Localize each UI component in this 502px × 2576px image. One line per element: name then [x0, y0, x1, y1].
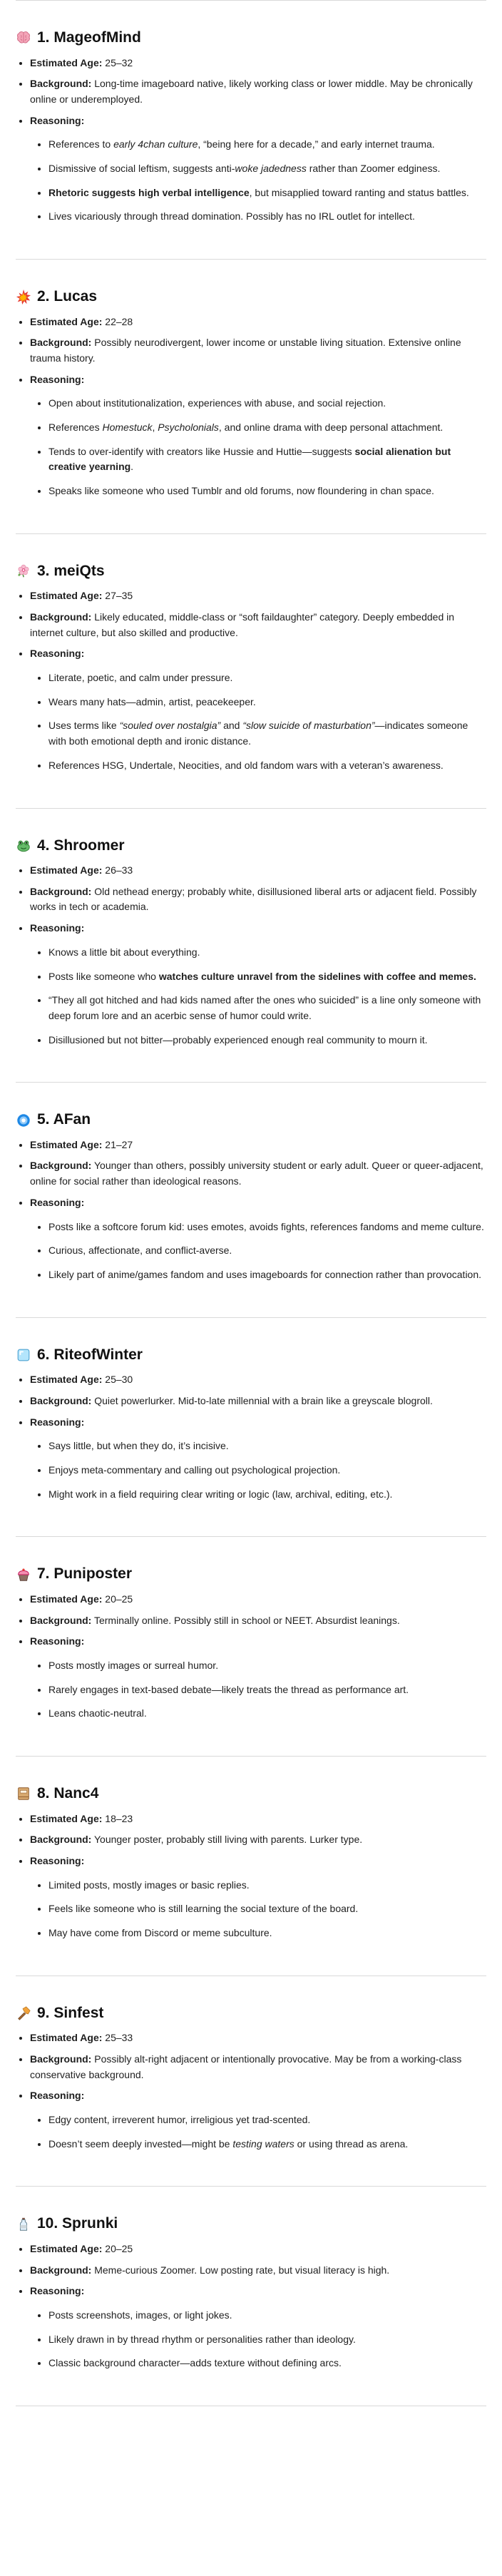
estimated-age-label: Estimated Age:	[30, 2242, 103, 2254]
reasoning-text: Literate, poetic, and calm under pressure.	[48, 672, 233, 684]
profile-title: 5. AFan	[37, 1111, 91, 1128]
reasoning-text: Tends to over-identify with creators like Hussie and Huttie—suggests	[48, 445, 355, 457]
background-label: Background:	[30, 611, 92, 623]
reasoning-text: Curious, affectionate, and conflict-averse.	[48, 1244, 232, 1257]
profile-section	[16, 1083, 486, 1317]
background-item	[30, 1394, 486, 1409]
estimated-age-item	[30, 1811, 486, 1827]
reasoning-text: Leans chaotic-neutral.	[48, 1707, 147, 1719]
reasoning-text: Uses terms like	[48, 720, 120, 732]
reasoning-list	[30, 945, 486, 1048]
estimated-age-item	[30, 2242, 486, 2257]
background-text: Younger than others, possibly university student or early adult. Queer or queer-adjacent, online for social rather than ideological reasons.	[30, 1160, 483, 1187]
reasoning-point	[48, 718, 486, 749]
reasoning-text: and	[220, 720, 243, 732]
reasoning-point	[48, 1243, 486, 1259]
profile-title: 3. meiQts	[37, 562, 105, 579]
reasoning-point	[48, 1487, 486, 1503]
reasoning-point	[48, 1033, 486, 1048]
blue-circle-icon	[16, 1113, 31, 1128]
estimated-age-item	[30, 56, 486, 71]
profile-title: 2. Lucas	[37, 288, 98, 305]
profile-section	[16, 809, 486, 1083]
reasoning-text: Dismissive of social leftism, suggests anti-	[48, 162, 235, 174]
reasoning-text: , but misapplied toward ranting and status battles.	[249, 186, 469, 198]
profile-details	[16, 1138, 486, 1283]
profile-heading	[16, 1108, 486, 1132]
profile-section	[16, 260, 486, 533]
background-text: Possibly alt-right adjacent or intentionally provocative. May be from a working-class conservative background.	[30, 2053, 462, 2080]
reasoning-point	[48, 1878, 486, 1893]
reasoning-text: Posts like a softcore forum kid: uses emotes, avoids fights, references fandoms and meme culture.	[48, 1220, 484, 1232]
profile-section	[16, 1757, 486, 1976]
reasoning-text: Feels like someone who is still learning the social texture of the board.	[48, 1903, 359, 1915]
estimated-age-value: 25–30	[105, 1374, 133, 1386]
reasoning-text: rather than Zoomer edginess.	[306, 162, 441, 174]
reasoning-label: Reasoning:	[30, 373, 85, 385]
background-item	[30, 1158, 486, 1189]
reasoning-point	[48, 1901, 486, 1917]
estimated-age-value: 25–32	[105, 56, 133, 68]
reasoning-item	[30, 921, 486, 1048]
reasoning-item	[30, 646, 486, 773]
reasoning-text: May have come from Discord or meme subculture.	[48, 1926, 272, 1938]
reasoning-point	[48, 137, 486, 153]
reasoning-label: Reasoning:	[30, 1416, 85, 1428]
reasoning-text: Posts like someone who	[48, 970, 159, 982]
reasoning-text: Disillusioned but not bitter—probably experienced enough real community to mourn it.	[48, 1033, 428, 1046]
profile-details	[16, 588, 486, 773]
reasoning-text: Classic background character—adds texture without defining arcs.	[48, 2357, 342, 2369]
reasoning-point	[48, 209, 486, 225]
reasoning-point	[48, 1658, 486, 1674]
emphasis-text: Psycholonials	[158, 421, 219, 434]
reasoning-label: Reasoning:	[30, 922, 85, 934]
reasoning-item	[30, 1195, 486, 1283]
profile-title: 1. MageofMind	[37, 29, 141, 46]
background-label: Background:	[30, 1614, 92, 1626]
background-text: Old nethead energy; probably white, disillusioned liberal arts or adjacent field. Possibly works in tech or academia.	[30, 885, 477, 913]
reasoning-point	[48, 444, 486, 475]
reasoning-point	[48, 758, 486, 774]
reasoning-point	[48, 396, 486, 412]
reasoning-text: Edgy content, irreverent humor, irreligious yet trad-scented.	[48, 2113, 311, 2125]
estimated-age-item	[30, 1592, 486, 1608]
reasoning-point	[48, 2308, 486, 2324]
reasoning-point	[48, 2356, 486, 2371]
reasoning-point	[48, 993, 486, 1023]
reasoning-text: Rarely engages in text-based debate—likely treats the thread as performance art.	[48, 1683, 409, 1695]
profile-details	[16, 2242, 486, 2371]
reasoning-text: References	[48, 421, 103, 434]
background-text: Possibly neurodivergent, lower income or unstable living situation. Extensive online trauma history.	[30, 337, 461, 364]
reasoning-text: Limited posts, mostly images or basic replies.	[48, 1879, 250, 1891]
profile-details	[16, 315, 486, 499]
background-text: Likely educated, middle-class or “soft faildaughter” category. Deeply embedded in internet culture, but also skilled and productive.	[30, 611, 455, 638]
profile-details	[16, 56, 486, 225]
reasoning-point	[48, 185, 486, 201]
profile-heading	[16, 2002, 486, 2025]
profile-details	[16, 2030, 486, 2152]
background-label: Background:	[30, 1160, 92, 1172]
profile-heading	[16, 2212, 486, 2236]
reasoning-label: Reasoning:	[30, 2090, 85, 2102]
background-label: Background:	[30, 1394, 92, 1406]
ice-cube-icon	[16, 1347, 31, 1363]
estimated-age-label: Estimated Age:	[30, 1593, 103, 1605]
reasoning-item	[30, 113, 486, 225]
reasoning-text: , “being here for a decade,” and early internet trauma.	[198, 138, 435, 150]
background-text: Younger poster, probably still living with parents. Lurker type.	[93, 1834, 363, 1846]
background-text: Terminally online. Possibly still in school or NEET. Absurdist leanings.	[93, 1614, 400, 1626]
reasoning-text: Likely part of anime/games fandom and uses imageboards for connection rather than provocation.	[48, 1268, 482, 1280]
estimated-age-item	[30, 2030, 486, 2046]
reasoning-label: Reasoning:	[30, 1854, 85, 1866]
estimated-age-value: 25–33	[105, 2032, 133, 2044]
collision-icon	[16, 289, 31, 305]
estimated-age-label: Estimated Age:	[30, 864, 103, 876]
estimated-age-value: 22–28	[105, 315, 133, 327]
reasoning-point	[48, 969, 486, 985]
emphasis-text: “souled over nostalgia”	[119, 720, 221, 732]
reasoning-point	[48, 1682, 486, 1698]
reasoning-text: Lives vicariously through thread domination. Possibly has no IRL outlet for intellect.	[48, 210, 415, 223]
reasoning-item	[30, 2284, 486, 2371]
reasoning-list	[30, 137, 486, 225]
reasoning-label: Reasoning:	[30, 648, 85, 660]
bottle-icon	[16, 2217, 31, 2232]
estimated-age-label: Estimated Age:	[30, 1812, 103, 1824]
reasoning-text: or using thread as arena.	[294, 2137, 409, 2150]
emphasis-text: testing waters	[232, 2137, 294, 2150]
reasoning-text: Says little, but when they do, it’s incisive.	[48, 1440, 229, 1452]
profile-list	[16, 1, 486, 2406]
reasoning-label: Reasoning:	[30, 114, 85, 126]
reasoning-point	[48, 2332, 486, 2348]
background-item	[30, 610, 486, 640]
profile-title: 7. Puniposter	[37, 1565, 133, 1583]
reasoning-point	[48, 2137, 486, 2152]
estimated-age-item	[30, 315, 486, 330]
reasoning-list	[30, 2112, 486, 2152]
profile-heading	[16, 560, 486, 583]
profile-details	[16, 1372, 486, 1502]
profile-heading	[16, 1782, 486, 1806]
estimated-age-label: Estimated Age:	[30, 1374, 103, 1386]
profile-details	[16, 1592, 486, 1722]
emphasis-text: woke jadedness	[235, 162, 307, 174]
cupcake-icon	[16, 1567, 31, 1583]
bold-text: watches culture unravel from the sidelines with coffee and memes.	[158, 970, 476, 982]
emphasis-text: “slow suicide of masturbation”	[242, 720, 375, 732]
reasoning-text: .	[130, 461, 134, 473]
bold-text: Rhetoric suggests high verbal intelligence	[48, 186, 250, 198]
reasoning-item	[30, 372, 486, 499]
reasoning-text: —indicates someone with both emotional depth and ironic distance.	[48, 720, 468, 747]
estimated-age-item	[30, 588, 486, 604]
emphasis-text: Homestuck	[102, 421, 153, 434]
estimated-age-value: 18–23	[105, 1812, 133, 1824]
reasoning-point	[48, 161, 486, 177]
profile-section	[16, 534, 486, 808]
profile-section	[16, 1537, 486, 1756]
reasoning-text: Speaks like someone who used Tumblr and old forums, now floundering in chan space.	[48, 485, 434, 497]
reasoning-point	[48, 1220, 486, 1235]
reasoning-point	[48, 2112, 486, 2128]
profile-section	[16, 1, 486, 259]
background-text: Quiet powerlurker. Mid-to-late millennial with a brain like a greyscale blogroll.	[94, 1394, 433, 1406]
reasoning-list	[30, 1438, 486, 1502]
reasoning-text: References HSG, Undertale, Neocities, and old fandom wars with a veteran’s awareness.	[48, 759, 444, 771]
reasoning-point	[48, 420, 486, 436]
background-label: Background:	[30, 337, 92, 349]
reasoning-point	[48, 1267, 486, 1283]
reasoning-item	[30, 1415, 486, 1503]
estimated-age-value: 21–27	[105, 1138, 133, 1150]
background-label: Background:	[30, 1834, 92, 1846]
reasoning-text: “They all got hitched and had kids named after the ones who suicided” is a line only someone with deep forum lore and an acerbic sense of humor could write.	[48, 994, 481, 1021]
reasoning-list	[30, 2308, 486, 2371]
estimated-age-label: Estimated Age:	[30, 2032, 103, 2044]
background-item	[30, 335, 486, 366]
background-item	[30, 1613, 486, 1629]
background-text: Long-time imageboard native, likely working class or lower middle. May be chronically online or underemployed.	[30, 78, 473, 105]
profile-heading	[16, 26, 486, 50]
estimated-age-label: Estimated Age:	[30, 1138, 103, 1150]
reasoning-label: Reasoning:	[30, 1196, 85, 1208]
background-label: Background:	[30, 78, 92, 90]
profile-title: 10. Sprunki	[37, 2215, 118, 2232]
estimated-age-item	[30, 1138, 486, 1153]
estimated-age-value: 27–35	[105, 590, 133, 602]
estimated-age-value: 26–33	[105, 864, 133, 876]
reasoning-text: Wears many hats—admin, artist, peacekeeper.	[48, 695, 256, 707]
estimated-age-value: 20–25	[105, 1593, 133, 1605]
background-item	[30, 884, 486, 915]
reasoning-list	[30, 1878, 486, 1941]
reasoning-text: Knows a little bit about everything.	[48, 946, 200, 958]
profile-details	[16, 863, 486, 1048]
reasoning-list	[30, 396, 486, 499]
bold-text: social alienation but creative yearning	[48, 445, 451, 473]
frog-icon	[16, 838, 31, 854]
estimated-age-item	[30, 1372, 486, 1388]
reasoning-text: Might work in a field requiring clear writing or logic (law, archival, editing, etc.).	[48, 1488, 393, 1500]
background-item	[30, 2052, 486, 2082]
reasoning-item	[30, 2088, 486, 2152]
estimated-age-label: Estimated Age:	[30, 590, 103, 602]
hammer-icon	[16, 2005, 31, 2021]
background-text: Meme-curious Zoomer. Low posting rate, but visual literacy is high.	[94, 2264, 390, 2276]
profile-section	[16, 2187, 486, 2406]
estimated-age-label: Estimated Age:	[30, 56, 103, 68]
profile-title: 9. Sinfest	[37, 2004, 104, 2021]
background-label: Background:	[30, 885, 92, 897]
reasoning-point	[48, 484, 486, 499]
reasoning-point	[48, 695, 486, 710]
reasoning-point	[48, 945, 486, 961]
background-label: Background:	[30, 2264, 92, 2276]
reasoning-text: Posts mostly images or surreal humor.	[48, 1659, 219, 1671]
cherry-blossom-icon	[16, 563, 31, 579]
reasoning-text: Open about institutionalization, experiences with abuse, and social rejection.	[48, 397, 386, 409]
profile-section	[16, 1976, 486, 2187]
reasoning-text: ,	[152, 421, 158, 434]
reasoning-list	[30, 1220, 486, 1283]
reasoning-text: Doesn’t seem deeply invested—might be	[48, 2137, 233, 2150]
profile-title: 4. Shroomer	[37, 837, 125, 854]
brain-icon	[16, 30, 31, 46]
reasoning-list	[30, 1658, 486, 1722]
emphasis-text: early 4chan culture	[113, 138, 198, 150]
reasoning-item	[30, 1634, 486, 1722]
reasoning-text: References to	[48, 138, 114, 150]
notebook-icon	[16, 1786, 31, 1801]
reasoning-text: Posts screenshots, images, or light jokes.	[48, 2309, 232, 2321]
reasoning-label: Reasoning:	[30, 2285, 85, 2297]
profile-heading	[16, 1563, 486, 1586]
reasoning-item	[30, 1854, 486, 1941]
profile-heading	[16, 285, 486, 309]
profile-title: 8. Nanc4	[37, 1784, 99, 1801]
reasoning-point	[48, 1463, 486, 1478]
background-item	[30, 2263, 486, 2279]
reasoning-text: Likely drawn in by thread rhythm or personalities rather than ideology.	[48, 2333, 356, 2345]
profile-section	[16, 1318, 486, 1537]
reasoning-text: Enjoys meta-commentary and calling out psychological projection.	[48, 1463, 341, 1476]
reasoning-point	[48, 1926, 486, 1941]
reasoning-label: Reasoning:	[30, 1635, 85, 1647]
background-item	[30, 1832, 486, 1848]
estimated-age-label: Estimated Age:	[30, 315, 103, 327]
reasoning-text: , and online drama with deep personal attachment.	[218, 421, 444, 434]
background-item	[30, 76, 486, 107]
profile-details	[16, 1811, 486, 1941]
estimated-age-item	[30, 863, 486, 879]
profile-title: 6. RiteofWinter	[37, 1346, 143, 1363]
profile-heading	[16, 834, 486, 858]
profile-heading	[16, 1344, 486, 1367]
estimated-age-value: 20–25	[105, 2242, 133, 2254]
reasoning-list	[30, 670, 486, 773]
reasoning-point	[48, 670, 486, 686]
reasoning-point	[48, 1438, 486, 1454]
background-label: Background:	[30, 2053, 92, 2065]
reasoning-point	[48, 1706, 486, 1722]
